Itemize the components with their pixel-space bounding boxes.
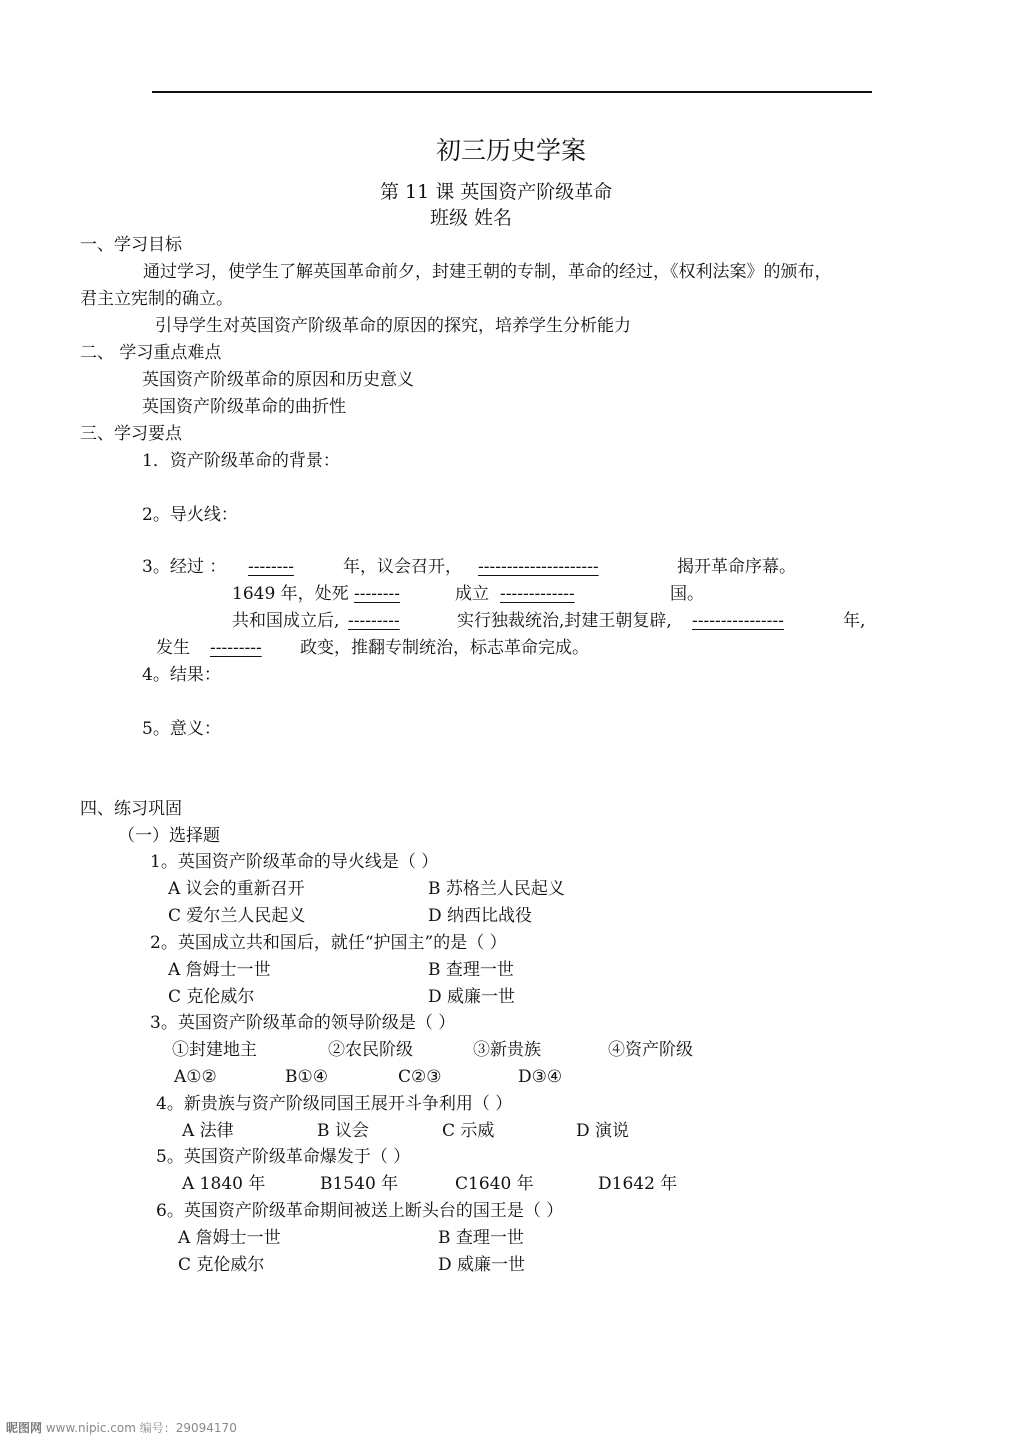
q6-option-b: B 查理一世 <box>438 1228 524 1248</box>
lesson-title: 第 11 课 英国资产阶级革命 <box>380 181 613 203</box>
section-1-heading: 一、学习目标 <box>80 235 182 255</box>
q3-option-d: D③④ <box>518 1067 563 1087</box>
process-text-8: 年, <box>843 611 866 631</box>
process-text-10: 政变，推翻专制统治，标志革命完成。 <box>300 638 589 658</box>
blank-coup: --------- <box>210 638 262 658</box>
goal-paragraph-1b: 君主立宪制的确立。 <box>80 289 233 309</box>
blank-event: --------------------- <box>478 557 599 577</box>
process-text-9: 发生 <box>156 638 190 658</box>
goal-paragraph-2: 引导学生对英国资产阶级革命的原因的探究，培养学生分析能力 <box>155 316 631 336</box>
item-trigger: 2。导火线： <box>142 505 238 525</box>
process-text-2: 揭开革命序幕。 <box>677 557 796 577</box>
q5-option-c: C1640 年 <box>455 1174 534 1194</box>
q5-option-d: D1642 年 <box>598 1174 678 1194</box>
q2-option-b: B 查理一世 <box>428 960 514 980</box>
q3-item-2: ②农民阶级 <box>328 1040 413 1060</box>
q1-stem: 1。英国资产阶级革命的导火线是（ ） <box>150 852 439 872</box>
q3-item-4: ④资产阶级 <box>608 1040 693 1060</box>
blank-dictator: --------- <box>348 611 400 631</box>
keypoint-1: 英国资产阶级革命的原因和历史意义 <box>142 370 414 390</box>
keypoint-2: 英国资产阶级革命的曲折性 <box>142 397 346 417</box>
q4-option-c: C 示威 <box>442 1121 495 1141</box>
q2-option-d: D 威廉一世 <box>428 987 516 1007</box>
q4-stem: 4。新贵族与资产阶级同国王展开斗争利用（ ） <box>156 1094 513 1114</box>
section-4-heading: 四、练习巩固 <box>80 799 182 819</box>
q6-option-a: A 詹姆士一世 <box>178 1228 281 1248</box>
item-background: 1．资产阶级革命的背景： <box>142 451 340 471</box>
blank-restoration-year: ---------------- <box>692 611 784 631</box>
process-text-5: 国。 <box>670 584 704 604</box>
process-text-4: 成立 <box>455 584 489 604</box>
q6-stem: 6。英国资产阶级革命期间被送上断头台的国王是（ ） <box>156 1201 564 1221</box>
watermark-logo: 昵图网 <box>6 1421 43 1435</box>
q3-stem: 3。英国资产阶级革命的领导阶级是（ ） <box>150 1013 456 1033</box>
q5-option-a: A 1840 年 <box>182 1174 266 1194</box>
q6-option-d: D 威廉一世 <box>438 1255 526 1275</box>
watermark <box>6 1420 237 1436</box>
q1-option-d: D 纳西比战役 <box>428 906 533 926</box>
q2-stem: 2。英国成立共和国后，就任“护国主”的是（ ） <box>150 933 507 953</box>
q1-option-b: B 苏格兰人民起义 <box>428 879 565 899</box>
q3-item-1: ①封建地主 <box>172 1040 257 1060</box>
header-rule <box>152 91 872 93</box>
class-name-line: 班级 姓名 <box>430 207 513 229</box>
blank-republic: ------------- <box>500 584 575 604</box>
process-text-7: 实行独裁统治,封建王朝复辟, <box>457 611 672 631</box>
watermark-text: www.nipic.com 编号：29094170 <box>45 1421 237 1435</box>
blank-king: -------- <box>354 584 400 604</box>
q3-option-b: B①④ <box>285 1067 328 1087</box>
section-3-heading: 三、学习要点 <box>80 424 182 444</box>
q4-option-a: A 法律 <box>182 1121 234 1141</box>
goal-paragraph-1a: 通过学习，使学生了解英国革命前夕，封建王朝的专制，革命的经过，《权利法案》的颁布， <box>143 262 832 282</box>
item-process-label: 3。经过 ： <box>142 557 227 577</box>
item-significance: 5。意义： <box>142 719 221 739</box>
q2-option-c: C 克伦威尔 <box>168 987 255 1007</box>
q3-option-a: A①② <box>174 1067 217 1087</box>
q5-option-b: B1540 年 <box>320 1174 399 1194</box>
q2-option-a: A 詹姆士一世 <box>168 960 271 980</box>
q3-option-c: C②③ <box>398 1067 442 1087</box>
process-text-1: 年，议会召开， <box>343 557 462 577</box>
q4-option-b: B 议会 <box>317 1121 369 1141</box>
blank-year: -------- <box>248 557 294 577</box>
choice-subheading: （一）选择题 <box>118 826 220 846</box>
q1-option-c: C 爱尔兰人民起义 <box>168 906 306 926</box>
item-result: 4。结果： <box>142 665 221 685</box>
process-text-3: 1649 年，处死 <box>232 584 349 604</box>
q3-item-3: ③新贵族 <box>473 1040 541 1060</box>
q1-option-a: A 议会的重新召开 <box>168 879 305 899</box>
process-text-6: 共和国成立后, <box>232 611 340 631</box>
q6-option-c: C 克伦威尔 <box>178 1255 265 1275</box>
q4-option-d: D 演说 <box>576 1121 630 1141</box>
q5-stem: 5。英国资产阶级革命爆发于（ ） <box>156 1147 411 1167</box>
doc-title: 初三历史学案 <box>436 136 587 165</box>
section-2-heading: 二、 学习重点难点 <box>80 343 222 363</box>
